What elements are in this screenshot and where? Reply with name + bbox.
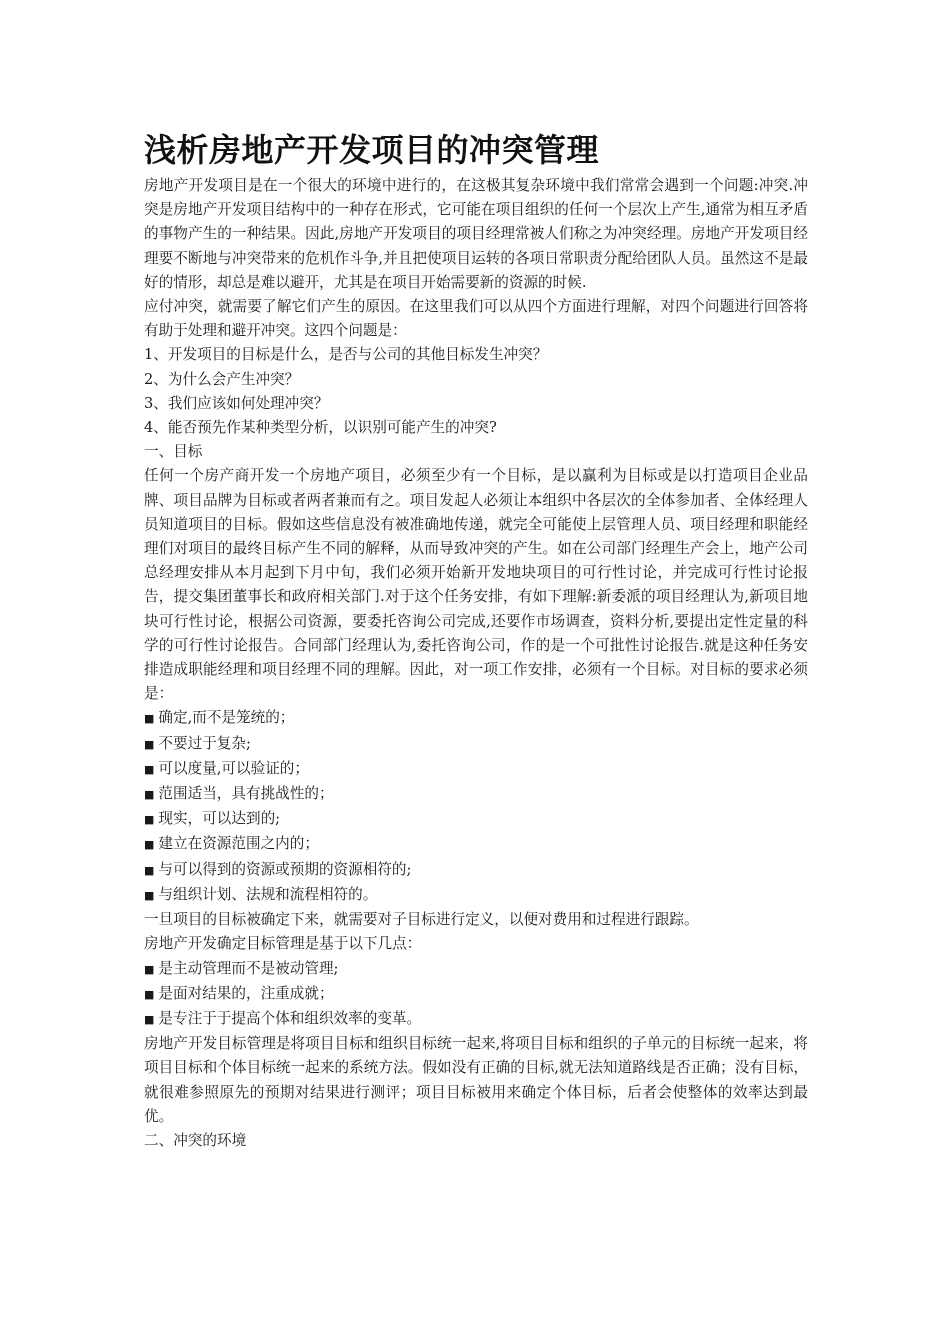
- bullet-icon: ■: [144, 813, 155, 827]
- bullet-icon: ■: [144, 838, 155, 852]
- bullet-icon: ■: [144, 888, 155, 902]
- list-item-text: 范围适当，具有挑战性的；: [158, 785, 334, 803]
- question-2: 2、为什么会产生冲突？: [144, 370, 300, 388]
- list-item-text: 确定,而不是笼统的；: [158, 709, 295, 727]
- mgmt-intro-paragraph: 房地产开发确定目标管理是基于以下几点：: [144, 935, 422, 953]
- bullet-icon: ■: [144, 962, 155, 976]
- bullet-icon: ■: [144, 788, 155, 802]
- bullet-icon: ■: [144, 863, 155, 877]
- bullet-icon: ■: [144, 1012, 155, 1026]
- list-item: [144, 732, 808, 757]
- section-heading-conflict-environment: 二、冲突的环境: [144, 1131, 247, 1149]
- bullet-icon: ■: [144, 737, 155, 751]
- list-item: [144, 832, 808, 857]
- list-item-text: 是专注于于提高个体和组织效率的变革。: [158, 1009, 422, 1027]
- list-item-text: 不要过于复杂;: [158, 734, 251, 752]
- section-heading-goals: 一、目标: [144, 443, 203, 461]
- intro-paragraph-2: 应付冲突，就需要了解它们产生的原因。在这里我们可以从四个方面进行理解，对四个问题进行回答将有助于处理和避开冲突。这四个问题是：: [144, 298, 808, 340]
- list-item-text: 与组织计划、法规和流程相符的。: [158, 885, 378, 903]
- list-item-text: 是主动管理而不是被动管理;: [158, 959, 339, 977]
- list-item: [144, 782, 808, 807]
- question-3: 3、我们应该如何处理冲突？: [144, 394, 329, 412]
- bullet-icon: ■: [144, 987, 155, 1001]
- list-item: [144, 1007, 808, 1032]
- list-item: [144, 757, 808, 782]
- goals-paragraph: 任何一个房产商开发一个房地产项目，必须至少有一个目标，是以赢利为目标或是以打造项目企业品牌、项目品牌为目标或者两者兼而有之。项目发起人必须让本组织中各层次的全体参加者、全体经理人员知道项目的目标。假如这些信息没有被准确地传递，就完全可能使上层管理人员、项目经理和职能经理们对项目的最终目标产生不同的解释，从而导致冲突的产生。如在公司部门经理生产会上，地产公司总经理安排从本月起到下月中旬，我们必须开始新开发地块项目的可行性讨论，并完成可行性讨论报告，提交集团董事长和政府相关部门.对于这个任务安排，有如下理解:新委派的项目经理认为,新项目地块可行性讨论，根据公司资源，要委托咨询公司完成,还要作市场调查，资料分析,要提出定性定量的科学的可行性讨论报告。合同部门经理认为,委托咨询公司，作的是一个可批性讨论报告.就是这种任务安排造成职能经理和项目经理不同的理解。因此，对一项工作安排，必须有一个目标。对目标的要求必须是：: [144, 467, 808, 703]
- list-item-text: 是面对结果的，注重成就；: [158, 984, 334, 1002]
- closing-paragraph: 房地产开发目标管理是将项目目标和组织目标统一起来,将项目目标和组织的子单元的目标统一起来，将项目目标和个体目标统一起来的系统方法。假如没有正确的目标,就无法知道路线是否正确；没有目标，就很难参照原先的预期对结果进行测评；项目目标被用来确定个体目标，后者会使整体的效率达到最优。: [144, 1035, 808, 1125]
- list-item-text: 建立在资源范围之内的；: [158, 835, 319, 853]
- list-item-text: 可以度量,可以验证的；: [158, 759, 309, 777]
- document-title: 浅析房地产开发项目的冲突管理: [144, 131, 600, 169]
- list-item: [144, 706, 808, 731]
- question-1: 1、开发项目的目标是什么，是否与公司的其他目标发生冲突？: [144, 346, 548, 364]
- list-item: [144, 858, 808, 883]
- list-item-text: 现实，可以达到的;: [158, 810, 281, 828]
- bullet-icon: ■: [144, 712, 155, 726]
- question-4: 4、能否预先作某种类型分析，以识别可能产生的冲突?: [144, 419, 497, 437]
- list-item: [144, 807, 808, 832]
- list-item: [144, 982, 808, 1007]
- document-page: [144, 128, 808, 1153]
- bullet-icon: ■: [144, 762, 155, 776]
- subgoal-paragraph: 一旦项目的目标被确定下来，就需要对子目标进行定义，以便对费用和过程进行跟踪。: [144, 911, 699, 929]
- list-item: [144, 883, 808, 908]
- list-item-text: 与可以得到的资源或预期的资源相符的;: [158, 860, 412, 878]
- intro-paragraph-1: 房地产开发项目是在一个很大的环境中进行的，在这极其复杂环境中我们常常会遇到一个问题:冲突.冲突是房地产开发项目结构中的一种存在形式，它可能在项目组织的任何一个层次上产生,通常为相互矛盾的事物产生的一种结果。因此,房地产开发项目的项目经理常被人们称之为冲突经理。房地产开发项目经理要不断地与冲突带来的危机作斗争,并且把使项目运转的各项日常职责分配给团队人员。虽然这不是最好的情形，却总是难以避开，尤其是在项目开始需要新的资源的时候.: [144, 177, 808, 291]
- list-item: [144, 957, 808, 982]
